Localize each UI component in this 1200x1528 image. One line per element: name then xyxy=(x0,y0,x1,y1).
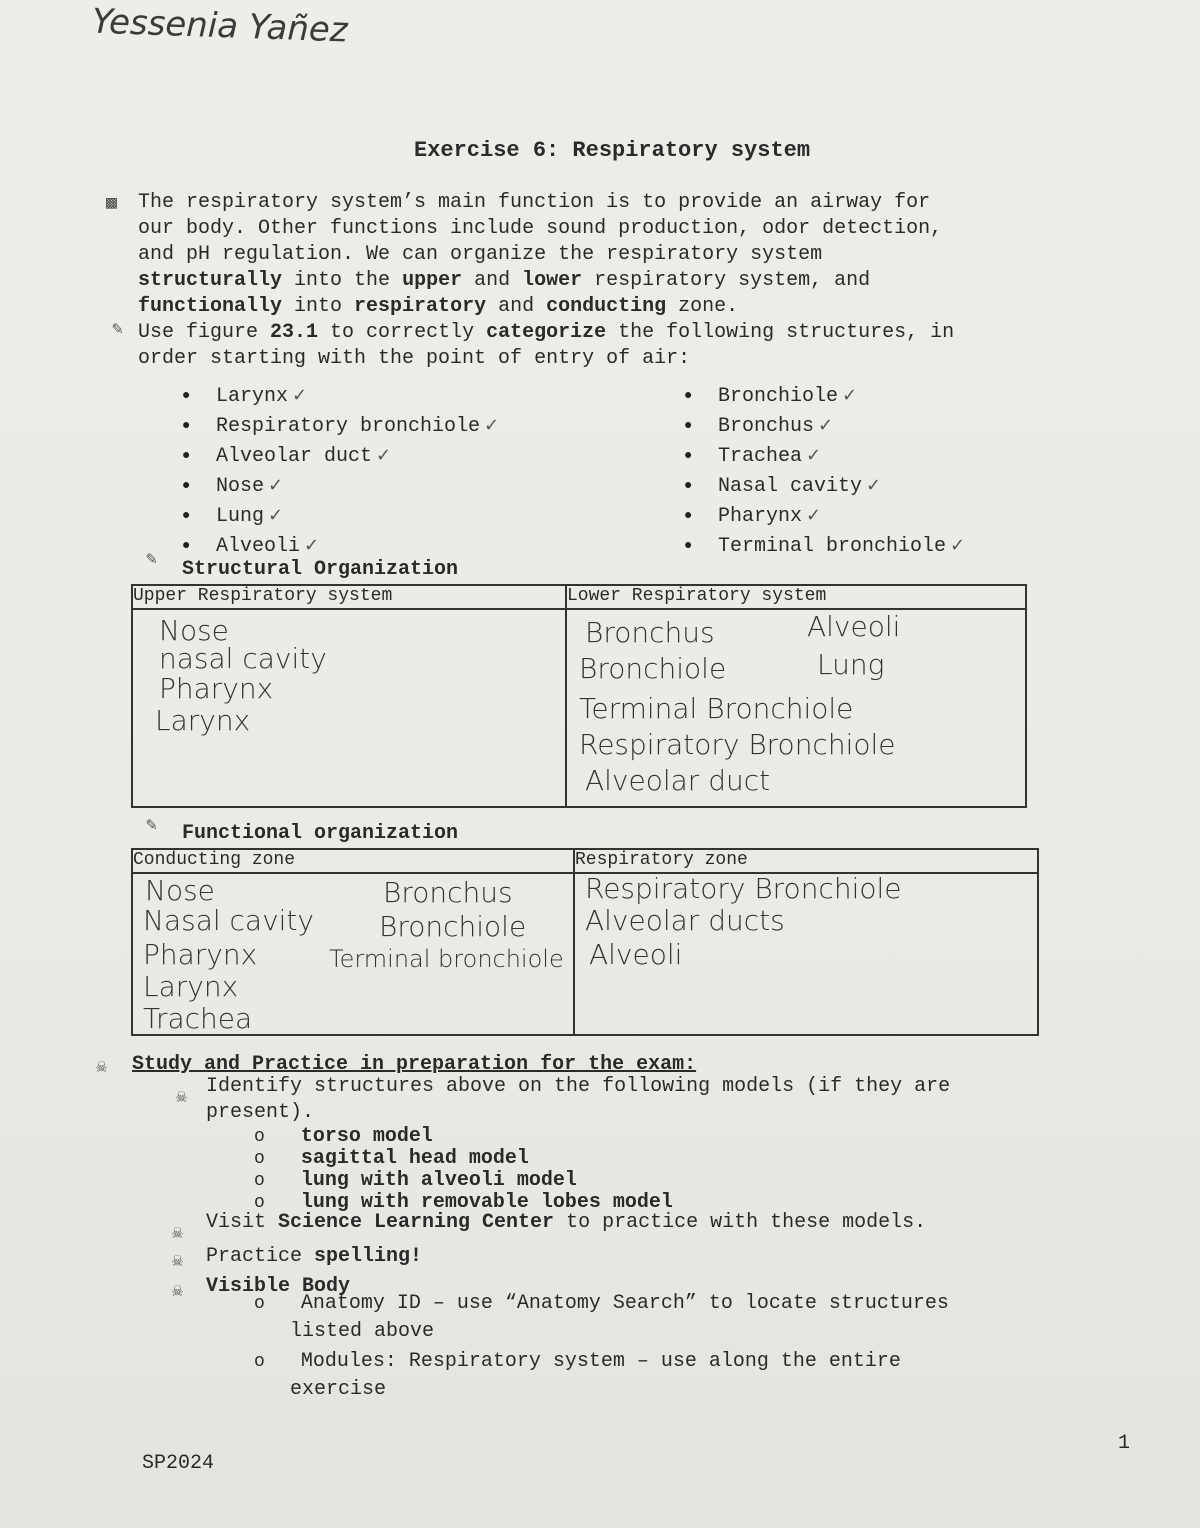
study-text: to practice with these models. xyxy=(554,1211,927,1234)
structure-name: Terminal bronchiole xyxy=(718,535,947,558)
handwritten-entry: Nose xyxy=(159,614,229,647)
intro-paragraph xyxy=(138,190,1068,372)
structure-list-right xyxy=(684,381,965,561)
structural-heading: Structural Organization xyxy=(182,558,459,581)
conducting-cell xyxy=(132,873,574,1035)
handwritten-entry: Bronchus xyxy=(585,616,715,649)
pencil-icon: ✎ xyxy=(146,816,157,836)
skeleton-icon: ☠ xyxy=(172,1252,183,1272)
list-item-continuation: listed above xyxy=(290,1320,435,1343)
functional-heading: Functional organization xyxy=(182,822,459,845)
bullet: o xyxy=(254,1193,265,1213)
handwritten-entry: Larynx xyxy=(143,970,239,1003)
structure-name: Pharynx xyxy=(718,505,803,528)
bold-term: Visible Body xyxy=(206,1275,351,1298)
check-mark: ✓ xyxy=(806,445,822,466)
structure-name: Alveolar duct xyxy=(216,445,373,468)
list-item xyxy=(254,1348,901,1376)
check-mark: ✓ xyxy=(376,445,392,466)
bold-term: spelling! xyxy=(314,1245,423,1268)
skeleton-icon: ☠ xyxy=(172,1282,183,1302)
intro-text: respiratory system, and xyxy=(582,269,871,292)
handwritten-entry: Terminal Bronchiole xyxy=(579,692,854,725)
intro-line xyxy=(138,294,1068,320)
pencil-icon: ✎ xyxy=(112,320,123,340)
bold-term: categorize xyxy=(486,321,607,344)
bold-term: conducting xyxy=(546,295,667,318)
check-mark: ✓ xyxy=(806,505,822,526)
list-item xyxy=(254,1126,673,1148)
intro-text: into xyxy=(282,295,355,318)
list-item xyxy=(254,1148,673,1170)
structure-name: Larynx xyxy=(216,385,289,408)
handwritten-entry: Nose xyxy=(145,874,215,907)
intro-text: the following structures, in xyxy=(606,321,955,344)
bold-term: Science Learning Center xyxy=(278,1211,555,1234)
identify-line: present). xyxy=(206,1101,315,1124)
student-name: Yessenia Yañez xyxy=(91,1,349,51)
handwritten-entry: nasal cavity xyxy=(159,642,327,675)
skeleton-icon: ☠ xyxy=(96,1058,107,1078)
study-heading-text: Study and Practice in preparation for the exam: xyxy=(132,1053,697,1076)
structure-name: Bronchiole xyxy=(718,385,839,408)
intro-text: Use figure xyxy=(138,321,271,344)
structure-name: Alveoli xyxy=(216,535,301,558)
structure-list-left xyxy=(182,381,499,561)
handwritten-entry: Alveoli xyxy=(589,938,683,971)
handwritten-entry: Lung xyxy=(817,648,885,681)
page-title: Exercise 6: Respiratory system xyxy=(414,138,811,163)
intro-line: and pH regulation. We can organize the respiratory system xyxy=(138,243,823,266)
structure-name: Nasal cavity xyxy=(718,475,863,498)
check-mark: ✓ xyxy=(842,385,858,406)
handwritten-entry: Alveoli xyxy=(807,610,901,643)
list-item xyxy=(254,1290,949,1318)
list-item xyxy=(182,411,499,441)
functional-table xyxy=(131,848,1039,1036)
intro-line: The respiratory system’s main function is to provide an airway for xyxy=(138,191,931,214)
term-label: SP2024 xyxy=(142,1452,215,1475)
respiratory-header: Respiratory zone xyxy=(574,849,1038,873)
check-mark: ✓ xyxy=(950,535,966,556)
handwritten-entry: Pharynx xyxy=(143,938,258,971)
upper-cell xyxy=(132,609,566,807)
list-item xyxy=(182,531,499,561)
conducting-header: Conducting zone xyxy=(132,849,574,873)
list-item xyxy=(684,501,965,531)
skeleton-icon: ☠ xyxy=(172,1224,183,1244)
upper-header: Upper Respiratory system xyxy=(132,585,566,609)
vb-item xyxy=(254,1348,901,1404)
handwritten-entry: Respiratory Bronchiole xyxy=(579,728,896,761)
bold-term: functionally xyxy=(138,295,283,318)
check-mark: ✓ xyxy=(268,505,284,526)
structural-table xyxy=(131,584,1027,808)
handwritten-entry: Alveolar ducts xyxy=(585,904,785,937)
bold-term: 23.1 xyxy=(270,321,319,344)
handwritten-entry: Trachea xyxy=(143,1002,253,1035)
intro-line: order starting with the point of entry of air: xyxy=(138,347,691,370)
list-item xyxy=(684,381,965,411)
list-item xyxy=(182,501,499,531)
handwritten-entry: Larynx xyxy=(155,704,251,737)
handwritten-entry: Bronchiole xyxy=(579,652,727,685)
check-mark: ✓ xyxy=(818,415,834,436)
lower-header: Lower Respiratory system xyxy=(566,585,1026,609)
structure-name: Bronchus xyxy=(718,415,815,438)
identify-line: Identify structures above on the following models (if they are xyxy=(206,1075,951,1098)
intro-text: zone. xyxy=(666,295,739,318)
structure-name: Trachea xyxy=(718,445,803,468)
intro-line: our body. Other functions include sound production, odor detection, xyxy=(138,217,943,240)
practice-line xyxy=(206,1244,422,1270)
intro-line xyxy=(138,320,1068,346)
check-mark: ✓ xyxy=(292,385,308,406)
bullet: o xyxy=(254,1294,265,1314)
pencil-icon: ✎ xyxy=(146,550,157,570)
list-item-continuation: exercise xyxy=(290,1378,387,1401)
handwritten-entry: Terminal bronchiole xyxy=(329,945,564,973)
check-mark: ✓ xyxy=(268,475,284,496)
respiratory-cell xyxy=(574,873,1038,1035)
bullet: o xyxy=(254,1127,265,1147)
handwritten-entry: Alveolar duct xyxy=(585,764,771,797)
bold-term: upper xyxy=(402,269,463,292)
check-mark: ✓ xyxy=(484,415,500,436)
structure-name: Respiratory bronchiole xyxy=(216,415,481,438)
structure-name: Lung xyxy=(216,505,265,528)
model-name: lung with alveoli model xyxy=(300,1169,577,1192)
model-list xyxy=(254,1126,673,1214)
list-item xyxy=(684,531,965,561)
study-text: Visit xyxy=(206,1211,279,1234)
check-mark: ✓ xyxy=(866,475,882,496)
list-item xyxy=(684,411,965,441)
list-item xyxy=(182,381,499,411)
study-text: Modules: Respiratory system – use along the entire xyxy=(300,1350,901,1373)
intro-text: into the xyxy=(282,269,403,292)
list-item xyxy=(684,471,965,501)
skeleton-icon: ☠ xyxy=(176,1088,187,1108)
model-name: lung with removable lobes model xyxy=(300,1191,673,1214)
visit-line xyxy=(206,1210,926,1236)
bold-term: structurally xyxy=(138,269,283,292)
list-item xyxy=(182,471,499,501)
bullet: o xyxy=(254,1171,265,1191)
handwritten-entry: Pharynx xyxy=(159,672,274,705)
document-icon: ▩ xyxy=(106,194,117,214)
handwritten-entry: Nasal cavity xyxy=(143,904,314,937)
handwritten-entry: Bronchus xyxy=(383,876,513,909)
intro-text: to correctly xyxy=(318,321,487,344)
list-item xyxy=(254,1170,673,1192)
handwritten-entry: Bronchiole xyxy=(379,910,527,943)
study-text: Anatomy ID – use “Anatomy Search” to locate structures xyxy=(300,1292,949,1315)
page-number: 1 xyxy=(1118,1432,1131,1455)
intro-line xyxy=(138,268,1068,294)
bullet: o xyxy=(254,1352,265,1372)
model-name: torso model xyxy=(300,1125,433,1148)
bold-term: lower xyxy=(522,269,583,292)
intro-text: and xyxy=(486,295,547,318)
study-text: Practice xyxy=(206,1245,315,1268)
lower-cell xyxy=(566,609,1026,807)
bold-term: respiratory xyxy=(354,295,487,318)
list-item xyxy=(182,441,499,471)
check-mark: ✓ xyxy=(304,535,320,556)
structure-name: Nose xyxy=(216,475,265,498)
bullet: o xyxy=(254,1149,265,1169)
list-item xyxy=(684,441,965,471)
handwritten-entry: Respiratory Bronchiole xyxy=(585,872,902,905)
model-name: sagittal head model xyxy=(300,1147,529,1170)
vb-item xyxy=(254,1290,949,1346)
intro-text: and xyxy=(462,269,523,292)
